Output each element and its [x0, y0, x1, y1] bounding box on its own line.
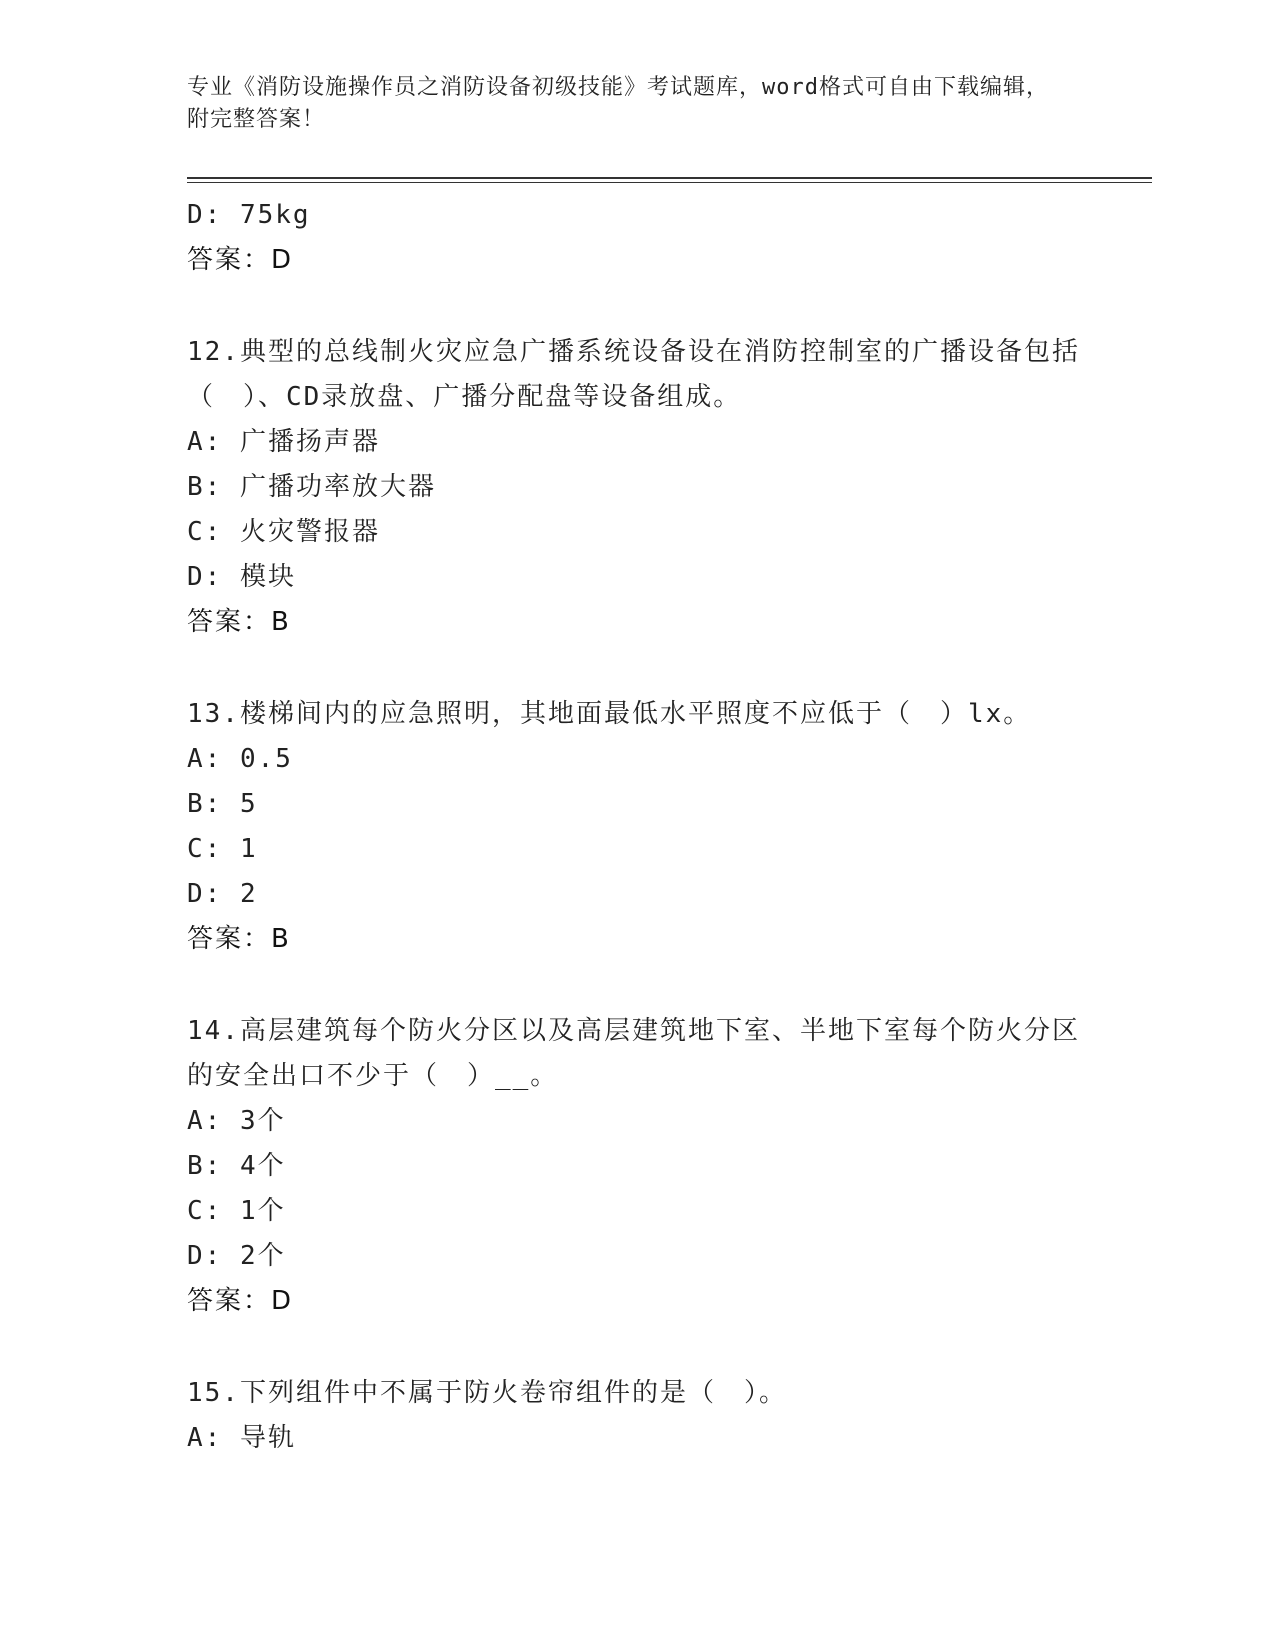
- question-stem: 13.楼梯间内的应急照明，其地面最低水平照度不应低于（ ）lx。: [187, 699, 1032, 729]
- option-d: D: 2个: [187, 1241, 286, 1271]
- question-stem: 12.典型的总线制火灾应急广播系统设备设在消防控制室的广播设备包括（ ）、CD录放盘、广播分配盘等设备组成。: [187, 337, 1080, 412]
- option-d: D: 75kg: [187, 200, 311, 230]
- option-a: A: 广播扬声器: [187, 427, 380, 457]
- answer-label: 答案：B: [187, 607, 291, 637]
- option-a: A: 导轨: [187, 1423, 296, 1453]
- header-divider-thin: [187, 182, 1152, 183]
- option-b: B: 广播功率放大器: [187, 472, 436, 502]
- question-stem: 15.下列组件中不属于防火卷帘组件的是（ ）。: [187, 1378, 787, 1408]
- question-14: [187, 1009, 1087, 1324]
- option-d: D: 2: [187, 879, 258, 909]
- question-15: [187, 1371, 1087, 1461]
- answer-label: 答案：D: [187, 1286, 294, 1316]
- header-divider: [187, 177, 1152, 179]
- question-12: [187, 330, 1087, 645]
- page-header: 专业《消防设施操作员之消防设备初级技能》考试题库，word格式可自由下载编辑，附完整答案！: [187, 75, 1049, 132]
- option-a: A: 0.5: [187, 744, 293, 774]
- option-b: B: 4个: [187, 1151, 286, 1181]
- option-a: A: 3个: [187, 1106, 286, 1136]
- answer-label: 答案：D: [187, 245, 294, 275]
- question-list: [187, 193, 1087, 1461]
- answer-label: 答案：B: [187, 924, 291, 954]
- option-c: C: 火灾警报器: [187, 517, 380, 547]
- option-c: C: 1: [187, 834, 258, 864]
- question-13: [187, 692, 1087, 962]
- question-stem: 14.高层建筑每个防火分区以及高层建筑地下室、半地下室每个防火分区的安全出口不少于（ ）__。: [187, 1016, 1080, 1091]
- option-c: C: 1个: [187, 1196, 286, 1226]
- option-d: D: 模块: [187, 562, 296, 592]
- option-b: B: 5: [187, 789, 258, 819]
